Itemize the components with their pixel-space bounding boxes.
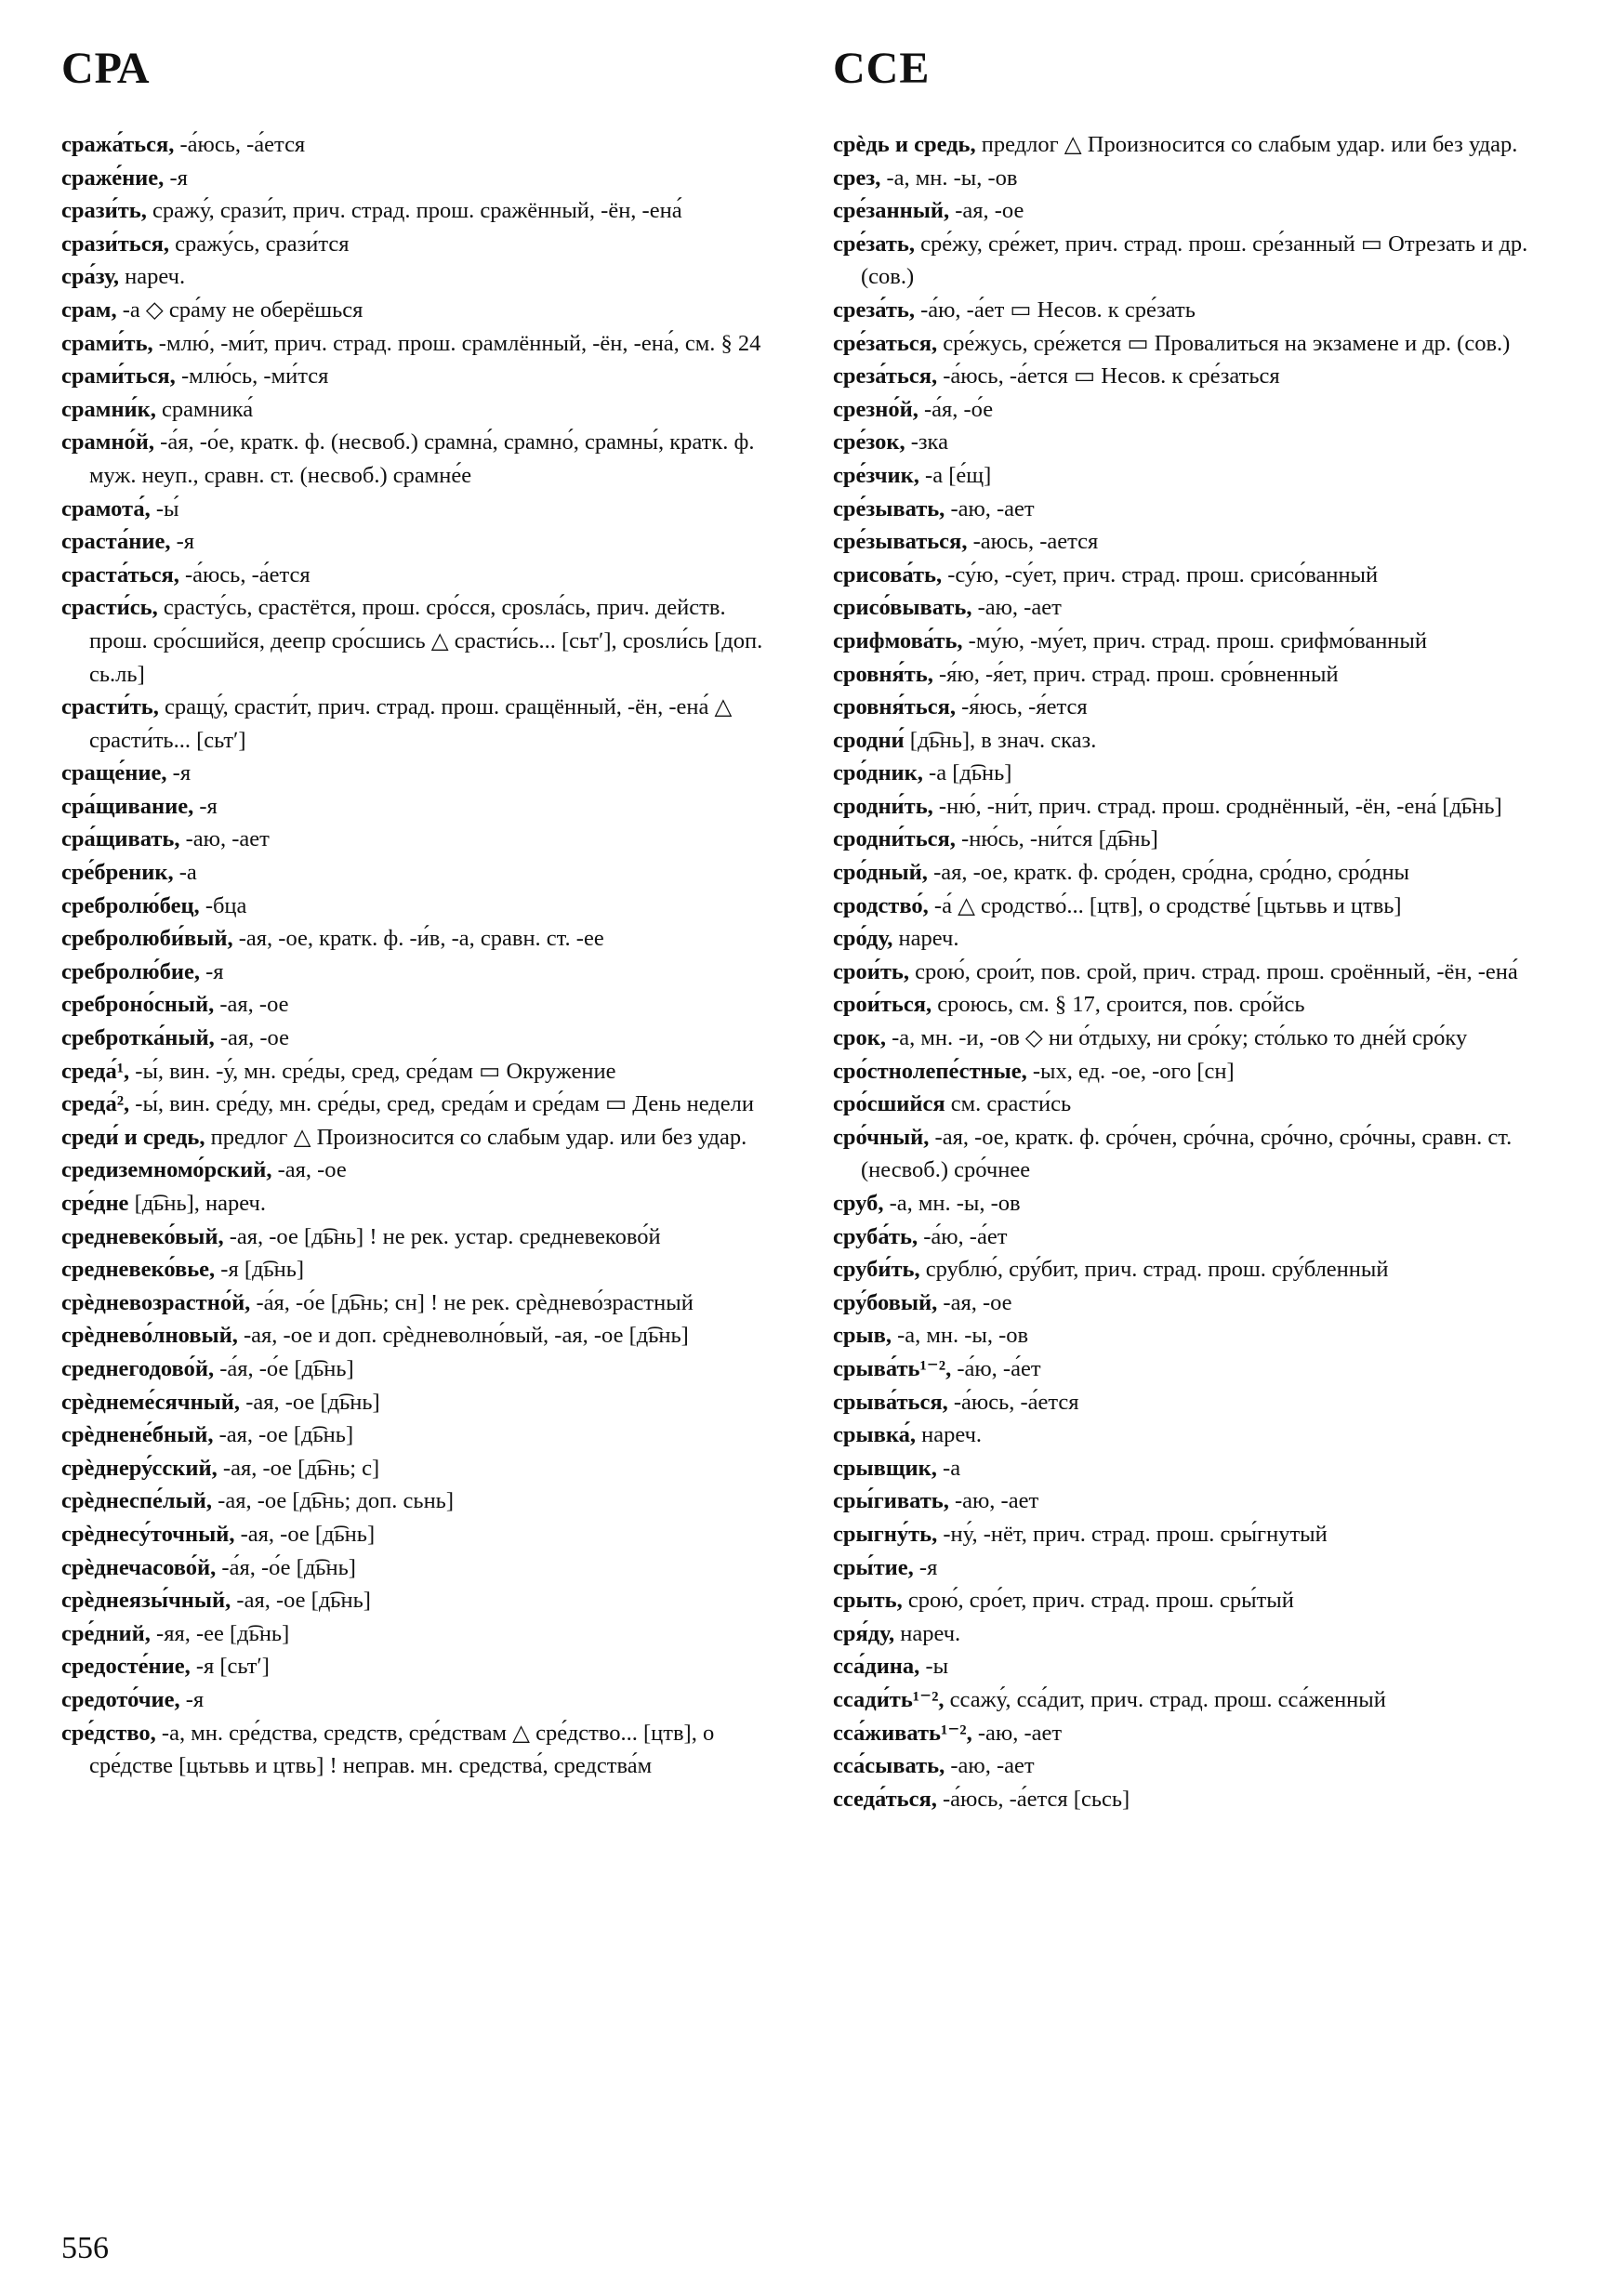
dictionary-entry [61, 1584, 786, 1617]
entry-headword: сродни́ть, [833, 793, 933, 819]
entry-body: -ню́, -ни́т, прич. страд. прош. сроднённый, -ён, -ена́ [д͡ьнь] [932, 793, 1502, 819]
entry-headword: сро́чный, [833, 1124, 930, 1150]
entry-headword: сраже́ние, [61, 165, 165, 191]
dictionary-entry [61, 1551, 786, 1585]
dictionary-entry [61, 493, 786, 526]
entry-body: -а́я, -о́е, кратк. ф. (несвоб.) срамна́, срамно́, срамны́, кратк. ф. муж. неуп., сравн. ст. (несвоб.) срамне́е [89, 429, 755, 488]
dictionary-entry [833, 1683, 1558, 1717]
dictionary-entry [61, 1386, 786, 1419]
entry-headword: сра́щивать, [61, 826, 180, 852]
dictionary-entry [833, 1617, 1558, 1651]
entry-body: -я́ю, -я́ет, прич. страд. прош. сро́вненный [932, 661, 1339, 687]
entry-headword: срамно́й, [61, 429, 155, 455]
entry-body: сражу́, срази́т, прич. страд. прош. сражённый, -ён, -ена́ [146, 198, 682, 224]
dictionary-entry [61, 1419, 786, 1452]
entry-headword: срѐднево́лновый, [61, 1323, 238, 1349]
dictionary-entry [833, 1022, 1558, 1055]
dictionary-entry [833, 956, 1558, 989]
entry-headword: сре́занный, [833, 198, 950, 224]
dictionary-entry [61, 988, 786, 1022]
entry-headword: срыгну́ть, [833, 1521, 938, 1547]
entry-body: -му́ю, -му́ет, прич. страд. прош. срифмо́ванный [962, 627, 1427, 653]
entry-body: -а ◇ сра́му не оберёшься [116, 297, 363, 323]
dictionary-entry [61, 1088, 786, 1121]
dictionary-entry [61, 294, 786, 327]
entry-headword: сседа́ться, [833, 1786, 937, 1812]
dictionary-entry [833, 1121, 1558, 1187]
entry-headword: сра́зу, [61, 264, 120, 290]
entry-headword: сре́дне [61, 1191, 129, 1216]
entry-body: см. срасти́сь [945, 1091, 1072, 1117]
entry-body: -ая, -ое, кратк. ф. сро́чен, сро́чна, сро́чно, сро́чны, сравн. ст. (несвоб.) сро́чнее [861, 1124, 1513, 1183]
entry-headword: сража́ться, [61, 132, 175, 157]
dictionary-entry [61, 1319, 786, 1353]
entry-body: -ая, -ое и доп. срѐдневолно́вый, -ая, -ое [д͡ьнь] [237, 1323, 689, 1349]
entry-body: -я́юсь, -я́ется [956, 694, 1088, 720]
entry-body: -ая, -ое, кратк. ф. сро́ден, сро́дна, сро́дно, сро́дны [927, 860, 1410, 886]
entry-headword: сродни́ться, [833, 826, 956, 852]
entry-body: ссажу́, сса́дит, прич. страд. прош. сса́женный [944, 1686, 1386, 1712]
entry-headword: сса́сывать, [833, 1753, 945, 1779]
entry-body: -ну́, -нёт, прич. страд. прош. сры́гнутый [937, 1521, 1328, 1547]
entry-body: -я [193, 793, 218, 819]
entry-body: -а, мн. сре́дства, средств, сре́дствам △ сре́дство... [цтв], о сре́дстве [цьтьвь и цтвь] ! неправ. мн. средства́, средства́м [89, 1720, 715, 1779]
entry-headword: сребролюби́вый, [61, 926, 233, 952]
dictionary-entry [833, 856, 1558, 890]
entry-body: сращу́, срасти́т, прич. страд. прош. сращённый, -ён, -ена́ △ срасти́ть... [сьтʹ] [89, 694, 733, 753]
dictionary-entry [833, 922, 1558, 956]
entry-headword: срисо́вывать, [833, 595, 972, 621]
entry-body: сроюсь, см. § 17, сроится, пов. сро́йсь [932, 992, 1305, 1018]
dictionary-entry [61, 922, 786, 956]
entry-headword: сребролю́бец, [61, 892, 200, 918]
entry-body: срамника́ [155, 396, 254, 422]
entry-body: -ая, -ое [д͡ьнь] [231, 1588, 371, 1614]
entry-body: -ая, -ое [д͡ьнь] [240, 1389, 380, 1415]
entry-headword: срѐднеязы́чный, [61, 1588, 231, 1614]
entry-headword: сраста́ние, [61, 529, 171, 555]
entry-body: -ы́ [150, 495, 179, 521]
dictionary-entry [833, 493, 1558, 526]
dictionary-entry [833, 591, 1558, 625]
entry-headword: срами́ть, [61, 330, 153, 356]
dictionary-entry [61, 1055, 786, 1089]
entry-body: -я [200, 958, 224, 984]
entry-body: -су́ю, -су́ет, прич. страд. прош. срисо́ванный [942, 561, 1379, 587]
left-column [61, 128, 786, 1783]
dictionary-entry [833, 724, 1558, 758]
dictionary-entry [833, 294, 1558, 327]
entry-body: -а [173, 860, 197, 886]
entry-headword: сря́ду, [833, 1620, 895, 1646]
entry-body: предлог △ Произносится со слабым удар. или без удар. [205, 1124, 747, 1150]
dictionary-entry [61, 1187, 786, 1221]
running-head-left: СРА [61, 44, 151, 93]
dictionary-entry [833, 327, 1558, 361]
entry-body: -а, мн. -ы, -ов [883, 1191, 1021, 1216]
dictionary-entry [833, 988, 1558, 1022]
entry-headword: срыва́ться, [833, 1389, 948, 1415]
entry-headword: сровня́ться, [833, 694, 956, 720]
dictionary-entry [833, 162, 1558, 195]
entry-headword: среди́ и средь, [61, 1124, 205, 1150]
running-head-right: ССЕ [833, 44, 931, 93]
entry-body: [д͡ьнь], нареч. [128, 1191, 266, 1216]
dictionary-entry [833, 525, 1558, 559]
entry-headword: сро́ду, [833, 926, 893, 952]
entry-body: -а́ △ сродство́... [цтв], о сродстве́ [цьтьвь и цтвь] [928, 892, 1402, 918]
entry-body: -ая, -ое [д͡ьнь] [234, 1521, 376, 1547]
dictionary-entry [833, 1749, 1558, 1783]
entry-headword: срами́ться, [61, 363, 176, 389]
entry-body: -ая, -ое [д͡ьнь; доп. сьнь] [212, 1488, 455, 1514]
dictionary-entry [61, 1287, 786, 1320]
entry-headword: срои́ться, [833, 992, 932, 1018]
entry-headword: срывщик, [833, 1455, 937, 1481]
entry-headword: сре́зать, [833, 231, 915, 257]
entry-body: сре́жусь, сре́жется ▭ Провалиться на экзамене и др. (сов.) [937, 330, 1511, 356]
dictionary-entry [833, 1650, 1558, 1683]
entry-headword: сро́дный, [833, 860, 928, 886]
dictionary-entry [61, 790, 786, 824]
dictionary-entry [833, 890, 1558, 923]
entry-body: нареч. [894, 1620, 961, 1646]
entry-body: -а [е́щ] [918, 462, 992, 488]
dictionary-entry [61, 1121, 786, 1155]
entry-headword: средото́чие, [61, 1686, 180, 1712]
entry-headword: сру́бовый, [833, 1289, 938, 1315]
entry-body: -ы́, вин. сре́ду, мн. сре́ды, сред, среда́м и сре́дам ▭ День недели [129, 1091, 754, 1117]
entry-headword: сса́дина, [833, 1654, 920, 1680]
dictionary-entry [61, 1484, 786, 1518]
entry-body: -а, мн. -ы, -ов [880, 165, 1018, 191]
dictionary-entry [61, 1353, 786, 1386]
entry-body: -а́я, -о́е [д͡ьнь] [216, 1554, 356, 1580]
entry-headword: срѐднеме́сячный, [61, 1389, 241, 1415]
entry-body: -ая, -ое [214, 1025, 289, 1051]
dictionary-entry [833, 1253, 1558, 1287]
page-number: 556 [61, 2231, 109, 2265]
dictionary-entry [833, 1584, 1558, 1617]
entry-body: -а́юсь, -а́ется [сьсь] [936, 1786, 1130, 1812]
entry-headword: сра́щивание, [61, 793, 194, 819]
dictionary-entry [833, 1717, 1558, 1750]
entry-headword: срыв, [833, 1323, 892, 1349]
entry-body: -ы [919, 1654, 949, 1680]
right-column [833, 128, 1558, 1815]
entry-body: -зка [905, 429, 948, 455]
entry-body: -млю́сь, -ми́тся [175, 363, 329, 389]
entry-headword: срасти́сь, [61, 595, 158, 621]
entry-body: -я [179, 1686, 205, 1712]
entry-body: -ая, -ое [214, 992, 289, 1018]
entry-headword: сруби́ть, [833, 1257, 920, 1283]
entry-body: -а, мн. -и, -ов ◇ ни о́тдыху, ни сро́ку; сто́лько то дне́й сро́ку [886, 1025, 1468, 1051]
entry-body: -я [164, 165, 188, 191]
entry-body: -аю, -ает [971, 595, 1062, 621]
entry-headword: срез, [833, 165, 881, 191]
entry-headword: ссади́ть¹⁻², [833, 1686, 945, 1712]
entry-body: -ая, -ое, кратк. ф. -и́в, -а, сравн. ст. -ее [232, 926, 604, 952]
entry-body: нареч. [915, 1422, 983, 1448]
entry-body: -а́я, -о́е [д͡ьнь] [214, 1355, 354, 1381]
dictionary-entry [833, 1783, 1558, 1816]
dictionary-entry [833, 559, 1558, 592]
dictionary-entry [61, 559, 786, 592]
entry-headword: сровня́ть, [833, 661, 933, 687]
entry-body: -а [936, 1455, 961, 1481]
dictionary-entry [61, 1221, 786, 1254]
entry-body: -ая, -ое [д͡ьнь] [213, 1422, 354, 1448]
entry-headword: сро́дник, [833, 760, 923, 786]
dictionary-entry [61, 757, 786, 790]
dictionary-entry [61, 393, 786, 427]
entry-headword: сребролю́бие, [61, 958, 201, 984]
dictionary-entry [61, 194, 786, 228]
entry-body: -бца [199, 892, 247, 918]
entry-headword: среза́ть, [833, 297, 915, 323]
entry-body: -а́я, -о́е [918, 396, 994, 422]
entry-body: -а́юсь, -а́ется ▭ Несов. к сре́заться [937, 363, 1280, 389]
entry-headword: срифмова́ть, [833, 627, 963, 653]
entry-body: предлог △ Произносится со слабым удар. или без удар. [975, 132, 1518, 157]
entry-body: -ая, -ое [д͡ьнь] ! не рек. устар. средневеково́й [223, 1223, 661, 1249]
entry-headword: срисова́ть, [833, 561, 943, 587]
entry-body: срублю́, сру́бит, прич. страд. прош. сру́бленный [919, 1257, 1389, 1283]
entry-headword: среброно́сный, [61, 992, 215, 1018]
entry-headword: срамота́, [61, 495, 151, 521]
entry-headword: сры́тие, [833, 1554, 914, 1580]
entry-headword: среда́², [61, 1091, 130, 1117]
entry-body: -аю, -ает [971, 1720, 1063, 1746]
entry-headword: сруба́ть, [833, 1223, 918, 1249]
entry-body: -ню́сь, -ни́тся [д͡ьнь] [955, 826, 1158, 852]
entry-headword: срази́ть, [61, 198, 147, 224]
entry-body: -я [сьтʹ] [190, 1654, 270, 1680]
entry-headword: срои́ть, [833, 958, 909, 984]
dictionary-entry [833, 1187, 1558, 1221]
entry-headword: среза́ться, [833, 363, 938, 389]
dictionary-entry [833, 1319, 1558, 1353]
entry-headword: сре́зывать, [833, 495, 945, 521]
entry-body: -ая, -ое [д͡ьнь; с] [217, 1455, 380, 1481]
dictionary-entry [61, 360, 786, 393]
entry-headword: сса́живать¹⁻², [833, 1720, 972, 1746]
entry-headword: сре́зываться, [833, 529, 968, 555]
dictionary-entry [833, 691, 1558, 724]
dictionary-entry [833, 426, 1558, 459]
entry-body: -а́ю, -а́ет [951, 1355, 1041, 1381]
entry-headword: срази́ться, [61, 231, 169, 257]
dictionary-entry [833, 823, 1558, 856]
dictionary-entry [833, 1353, 1558, 1386]
entry-headword: срасти́ть, [61, 694, 159, 720]
entry-headword: сре́дний, [61, 1620, 151, 1646]
dictionary-entry [833, 1221, 1558, 1254]
entry-body: -ая, -ое [271, 1157, 347, 1183]
dictionary-entry [61, 856, 786, 890]
entry-body: -аю, -ает [179, 826, 270, 852]
dictionary-entry [833, 128, 1558, 162]
entry-body: -я [166, 760, 192, 786]
entry-body: срою́, сро́ет, прич. страд. прош. сры́тый [902, 1588, 1294, 1614]
entry-body: сре́жу, сре́жет, прич. страд. прош. сре́занный ▭ Отрезать и др. (сов.) [861, 231, 1528, 290]
entry-body: срасту́сь, срастётся, прош. сро́сся, срosла́сь, прич. действ. прош. сро́сшийся, деепр сро́сшись △ срасти́сь... [сьтʹ], срosли́сь [доп. сь.ль] [89, 595, 763, 687]
entry-headword: среда́¹, [61, 1058, 130, 1084]
entry-headword: срѐднечасово́й, [61, 1554, 217, 1580]
entry-headword: средневеко́вый, [61, 1223, 224, 1249]
entry-body: -а́юсь, -а́ется [174, 132, 306, 157]
dictionary-entry [61, 228, 786, 261]
dictionary-entry [833, 393, 1558, 427]
entry-headword: сребротка́ный, [61, 1025, 215, 1051]
entry-headword: срѐднеру́сский, [61, 1455, 218, 1481]
entry-headword: срѐдь и средь, [833, 132, 976, 157]
entry-headword: сры́гивать, [833, 1488, 949, 1514]
dictionary-entry [61, 1253, 786, 1287]
entry-body: -аюсь, -ается [967, 529, 1099, 555]
entry-body: -а́юсь, -а́ется [178, 561, 311, 587]
entry-body: -яя, -ее [д͡ьнь] [150, 1620, 290, 1646]
entry-headword: средневеко́вье, [61, 1257, 216, 1283]
entry-headword: срѐдневозрастно́й, [61, 1289, 251, 1315]
dictionary-entry [833, 1055, 1558, 1089]
entry-headword: сре́зчик, [833, 462, 919, 488]
entry-headword: срок, [833, 1025, 886, 1051]
entry-body: -я [913, 1554, 938, 1580]
dictionary-entry [833, 1518, 1558, 1551]
entry-body: -а [д͡ьнь] [922, 760, 1012, 786]
dictionary-entry [61, 327, 786, 361]
entry-body: нареч. [892, 926, 959, 952]
entry-headword: срезно́й, [833, 396, 918, 422]
dictionary-entry [833, 1088, 1558, 1121]
dictionary-entry [833, 790, 1558, 824]
dictionary-entry [61, 956, 786, 989]
entry-headword: сре́заться, [833, 330, 938, 356]
dictionary-entry [61, 1518, 786, 1551]
dictionary-entry [833, 194, 1558, 228]
dictionary-entry [833, 1484, 1558, 1518]
dictionary-entry [61, 426, 786, 492]
entry-body: -ых, ед. -ое, -ого [сн] [1026, 1058, 1235, 1084]
dictionary-entry [833, 658, 1558, 692]
entry-headword: сре́зок, [833, 429, 905, 455]
entry-body: -ая, -ое [949, 198, 1024, 224]
dictionary-entry [833, 1419, 1558, 1452]
entry-headword: срыть, [833, 1588, 903, 1614]
entry-body: -я [д͡ьнь] [215, 1257, 305, 1283]
entry-headword: сруб, [833, 1191, 884, 1216]
entry-headword: срѐднене́бный, [61, 1422, 214, 1448]
dictionary-entry [61, 591, 786, 691]
entry-body: -ая, -ое [937, 1289, 1012, 1315]
entry-headword: среднегодово́й, [61, 1355, 215, 1381]
dictionary-entry [61, 525, 786, 559]
dictionary-entry [61, 1617, 786, 1651]
entry-headword: сродство́, [833, 892, 929, 918]
dictionary-entry [61, 890, 786, 923]
dictionary-entry [833, 459, 1558, 493]
dictionary-entry [833, 1551, 1558, 1585]
dictionary-entry [833, 625, 1558, 658]
entry-headword: срамни́к, [61, 396, 156, 422]
entry-body: нареч. [119, 264, 186, 290]
dictionary-entry [833, 228, 1558, 294]
entry-body: -аю, -ает [945, 495, 1035, 521]
entry-body: -а́юсь, -а́ется [947, 1389, 1079, 1415]
entry-body: -ы́, вин. -у́, мн. сре́ды, сред, сре́дам ▭ Окружение [129, 1058, 616, 1084]
entry-body: -я [170, 529, 195, 555]
dictionary-entry [61, 1717, 786, 1783]
entry-body: -млю́, -ми́т, прич. страд. прош. срамлённый, -ён, -ена́, см. § 24 [152, 330, 761, 356]
entry-headword: срѐднеспе́лый, [61, 1488, 213, 1514]
entry-body: -аю, -ает [945, 1753, 1035, 1779]
dictionary-entry [61, 1650, 786, 1683]
dictionary-entry [61, 162, 786, 195]
entry-headword: срыва́ть¹⁻², [833, 1355, 952, 1381]
dictionary-entry [61, 823, 786, 856]
entry-headword: срѐднесу́точный, [61, 1521, 235, 1547]
dictionary-entry [61, 691, 786, 757]
dictionary-entry [61, 260, 786, 294]
entry-headword: сро́стнолепе́стные, [833, 1058, 1027, 1084]
dictionary-entry [61, 1683, 786, 1717]
entry-headword: сродни́ [833, 727, 905, 753]
dictionary-entry [833, 1287, 1558, 1320]
entry-body: срою́, срои́т, пов. срой, прич. страд. прош. сроённый, -ён, -ена́ [908, 958, 1518, 984]
entry-body: -а́ю, -а́ет ▭ Несов. к сре́зать [914, 297, 1196, 323]
dictionary-entry [833, 757, 1558, 790]
entry-headword: срывка́, [833, 1422, 916, 1448]
entry-headword: сро́сшийся [833, 1091, 945, 1117]
dictionary-entry [833, 1452, 1558, 1485]
entry-headword: срам, [61, 297, 117, 323]
entry-headword: средосте́ние, [61, 1654, 191, 1680]
dictionary-entry [833, 360, 1558, 393]
entry-body: -а́ю, -а́ет [918, 1223, 1008, 1249]
dictionary-entry [61, 1154, 786, 1187]
dictionary-entry [61, 1452, 786, 1485]
entry-headword: сре́дство, [61, 1720, 156, 1746]
entry-headword: средиземномо́рский, [61, 1157, 272, 1183]
entry-body: сражу́сь, срази́тся [168, 231, 350, 257]
dictionary-entry [833, 1386, 1558, 1419]
entry-body: [д͡ьнь], в знач. сказ. [904, 727, 1097, 753]
dictionary-entry [61, 128, 786, 162]
entry-headword: сраста́ться, [61, 561, 179, 587]
entry-headword: сраще́ние, [61, 760, 167, 786]
entry-body: -а́я, -о́е [д͡ьнь; сн] ! не рек. срѐднево́зрастный [250, 1289, 694, 1315]
entry-body: -а, мн. -ы, -ов [892, 1323, 1029, 1349]
dictionary-entry [61, 1022, 786, 1055]
entry-headword: сре́бреник, [61, 860, 174, 886]
entry-body: -аю, -ает [948, 1488, 1039, 1514]
